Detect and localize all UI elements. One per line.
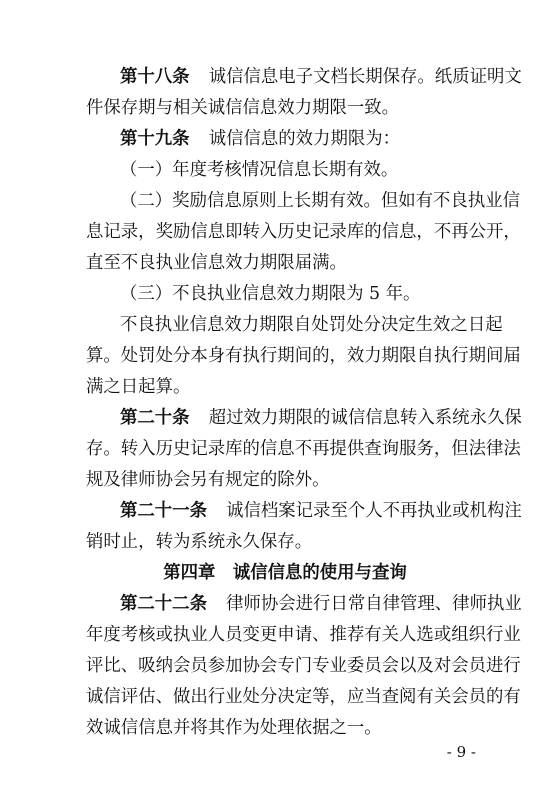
article-19-line-1 — [120, 124, 484, 154]
article-18-heading: 第十八条 — [120, 67, 190, 87]
article-19-para-line-3: 满之日起算。 — [86, 377, 191, 397]
article-22-text-3: 评比、吸纳会员参加协会专门专业委员会以及对会员进行 — [86, 656, 521, 676]
article-22-heading: 第二十二条 — [120, 594, 207, 614]
article-22-line-1 — [120, 589, 522, 619]
article-21-line-1 — [120, 496, 522, 526]
article-19-para-line-1: 不良执业信息效力期限自处罚处分决定生效之日起 — [120, 315, 503, 335]
article-20-line-1 — [120, 403, 522, 433]
article-22-text-4: 诚信评估、做出行业处分决定等，应当查阅有关会员的有 — [86, 687, 521, 707]
article-19-item-2-line-2: 息记录，奖励信息即转入历史记录库的信息，不再公开， — [86, 222, 521, 242]
page-number: - 9 - — [446, 743, 476, 761]
article-22-text-5: 效诚信信息并将其作为处理依据之一。 — [86, 718, 382, 738]
article-19-para-line-2: 算。处罚处分本身有执行期间的，效力期限自执行期间届 — [86, 346, 521, 366]
article-20-text-1: 超过效力期限的诚信信息转入系统永久保 — [208, 408, 522, 428]
article-22-text-2: 年度考核或执业人员变更申请、推荐有关人选或组织行业 — [86, 625, 521, 645]
article-19-item-1: （一）年度考核情况信息长期有效。 — [120, 160, 399, 180]
article-20-heading: 第二十条 — [120, 408, 190, 428]
article-20-text-2: 存。转入历史记录库的信息不再提供查询服务，但法律法 — [86, 439, 521, 459]
article-19-item-2-line-1: （二）奖励信息原则上长期有效。但如有不良执业信 — [120, 191, 520, 211]
article-22-text-1: 律师协会进行日常自律管理、律师执业 — [226, 594, 522, 614]
article-21-text-1: 诚信档案记录至个人不再执业或机构注 — [226, 501, 522, 521]
article-19-heading: 第十九条 — [120, 129, 190, 149]
article-20-text-3: 规及律师协会另有规定的除外。 — [86, 470, 330, 490]
article-19-item-3: （三）不良执业信息效力期限为 5 年。 — [120, 284, 421, 304]
article-21-text-2: 销时止，转为系统永久保存。 — [86, 532, 313, 552]
article-19-text-1: 诚信信息的效力期限为： — [208, 129, 401, 149]
article-18-text-2: 件保存期与相关诚信信息效力期限一致。 — [86, 98, 400, 118]
article-18-text-1: 诚信信息电子文档长期保存。纸质证明文 — [208, 67, 522, 87]
chapter-4-title: 第四章 诚信信息的使用与查询 — [163, 563, 407, 583]
article-19-item-2-line-3: 直至不良执业信息效力期限届满。 — [86, 253, 347, 273]
article-18-line-1 — [120, 62, 522, 92]
article-21-heading: 第二十一条 — [120, 501, 207, 521]
